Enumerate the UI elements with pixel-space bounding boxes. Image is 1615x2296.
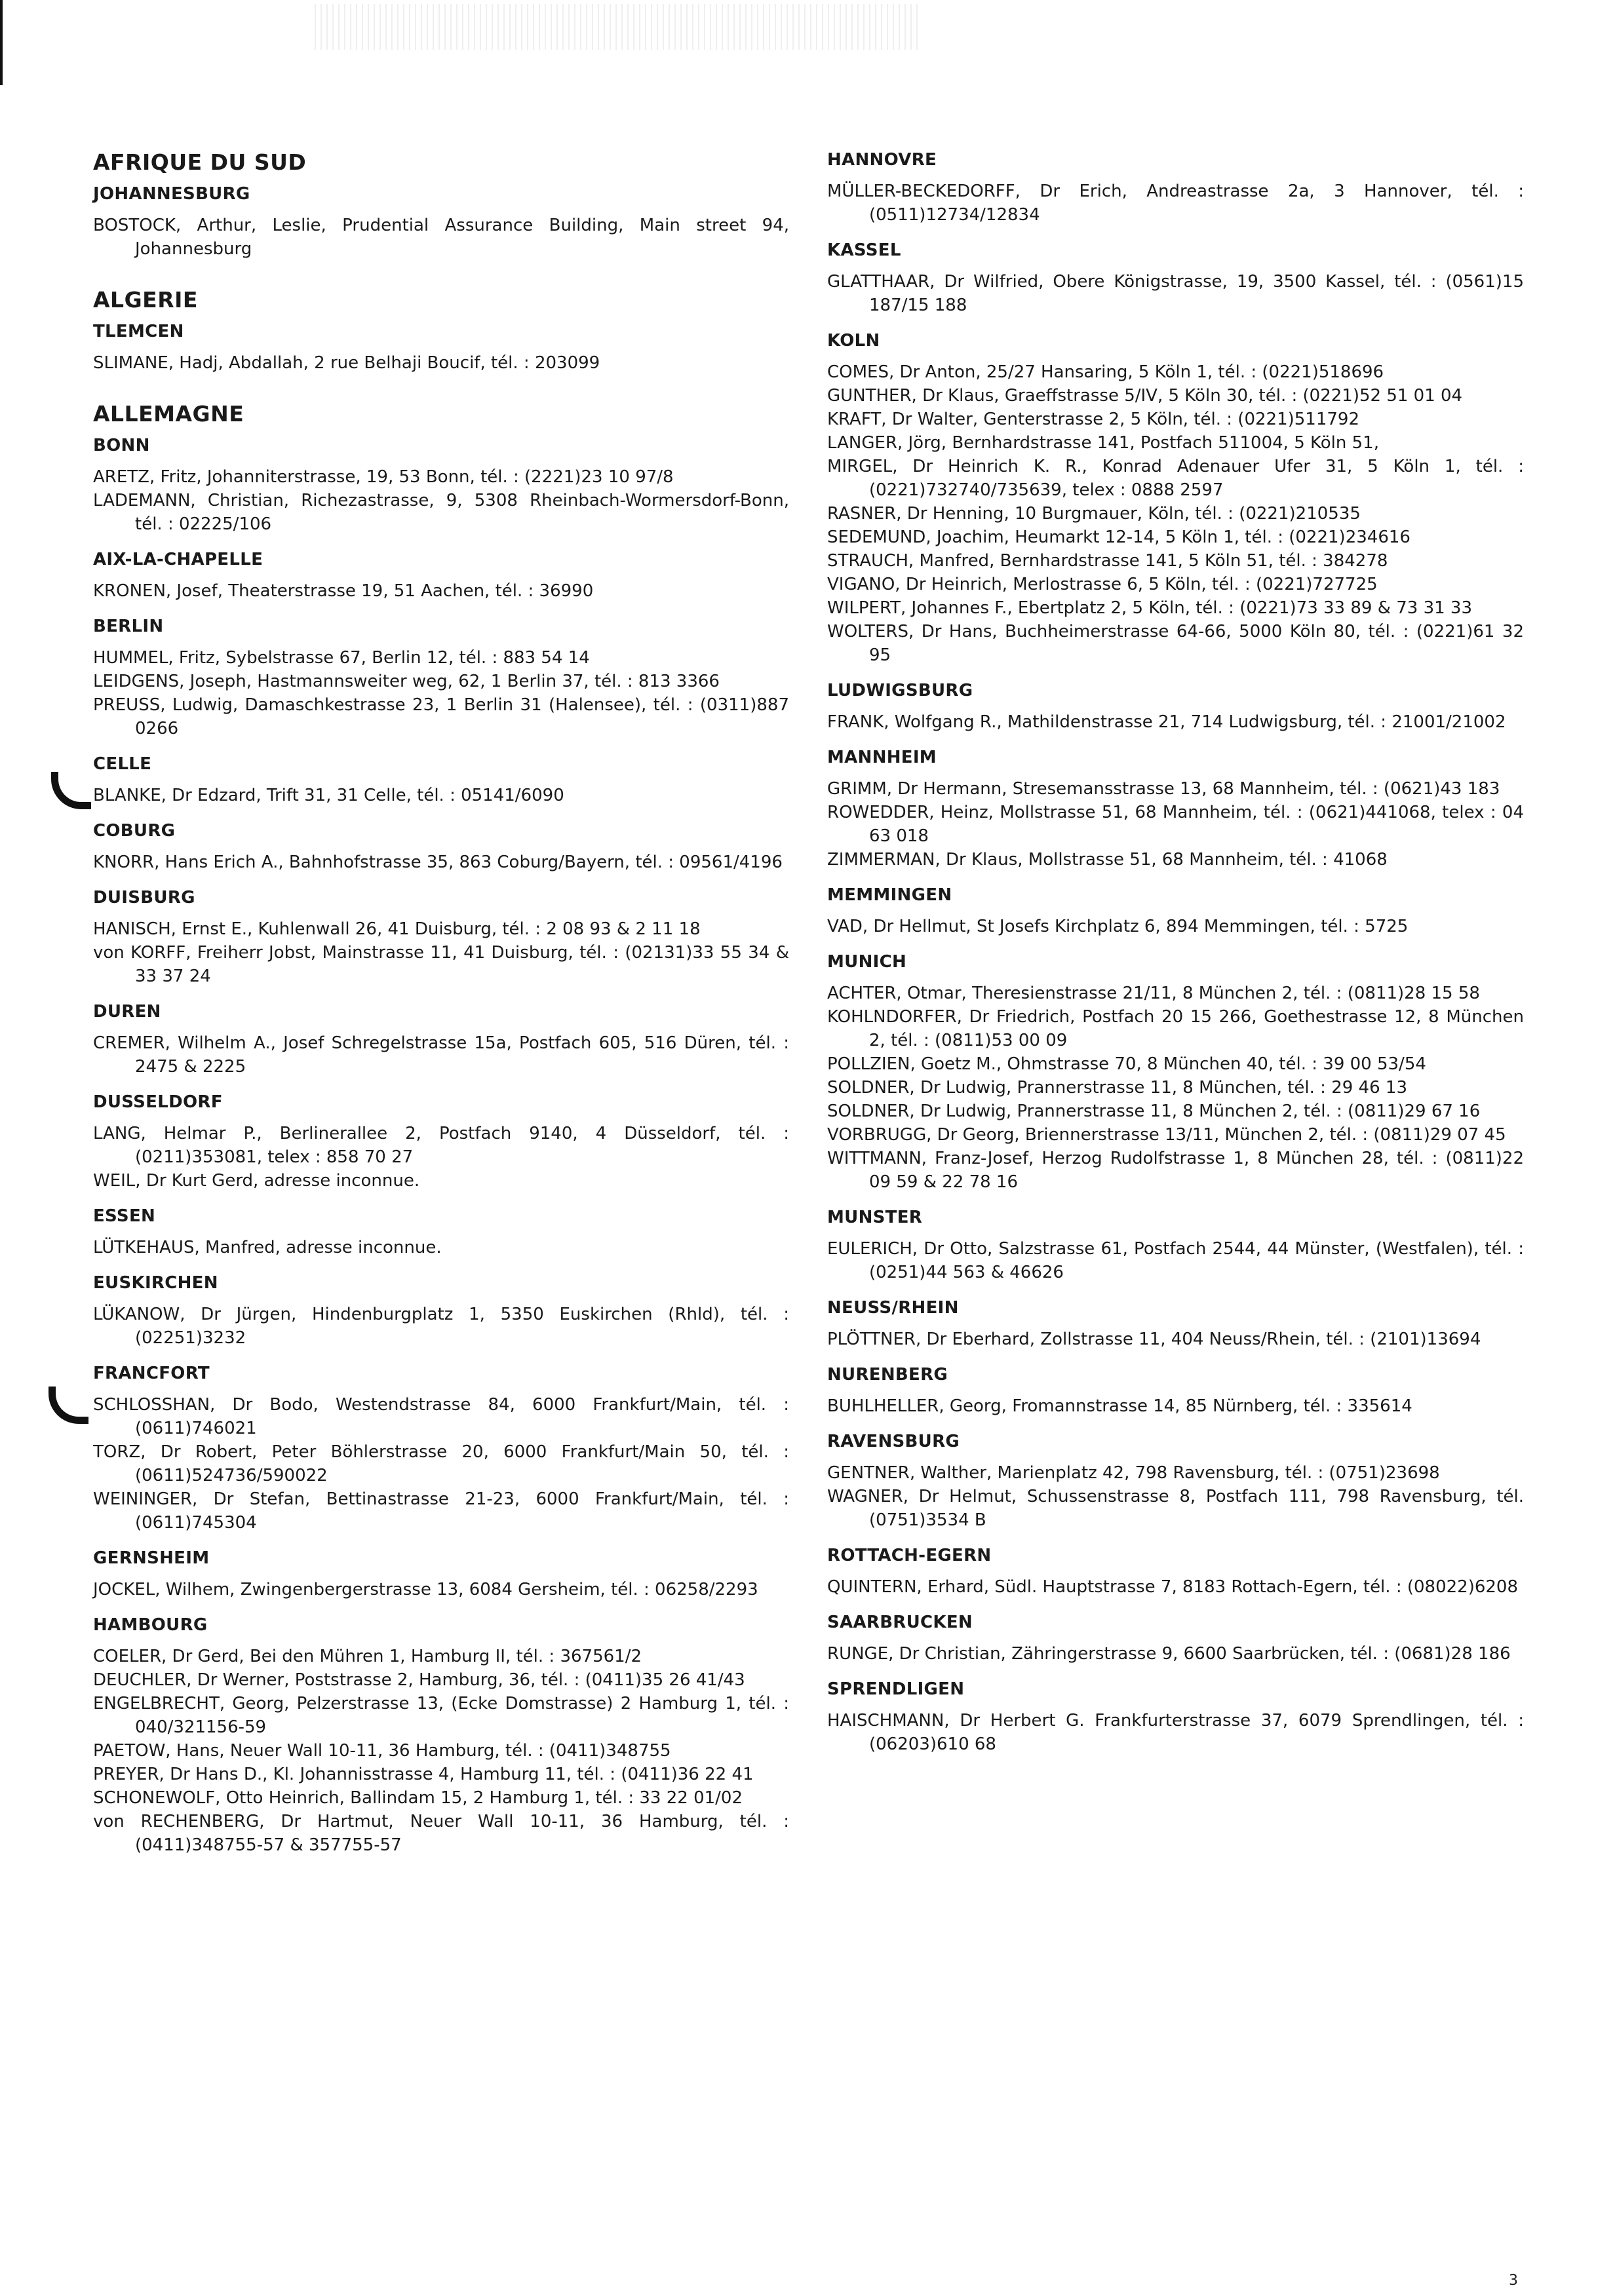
city-heading-euskirchen: EUSKIRCHEN xyxy=(93,1273,218,1293)
directory-entry: SCHONEWOLF, Otto Heinrich, Ballindam 15, 2 Hamburg 1, tél. : 33 22 01/02 xyxy=(93,1788,743,1808)
directory-entry: ARETZ, Fritz, Johanniterstrasse, 19, 53 Bonn, tél. : (2221)23 10 97/8 xyxy=(93,467,674,487)
city-heading-coburg: COBURG xyxy=(93,821,176,841)
directory-entry: KNORR, Hans Erich A., Bahnhofstrasse 35, 863 Coburg/Bayern, tél. : 09561/4196 xyxy=(93,852,783,872)
directory-entry: HAISCHMANN, Dr Herbert G. Frankfurterstrasse 37, 6079 Sprendlingen, tél. : (06203)610 68 xyxy=(827,1711,1524,1754)
directory-entry: GENTNER, Walther, Marienplatz 42, 798 Ravensburg, tél. : (0751)23698 xyxy=(827,1463,1440,1483)
margin-bracket-mark xyxy=(49,1387,88,1424)
directory-entry: LANGER, Jörg, Bernhardstrasse 141, Postfach 511004, 5 Köln 51, xyxy=(827,433,1379,453)
directory-entry: RUNGE, Dr Christian, Zähringerstrasse 9, 6600 Saarbrücken, tél. : (0681)28 186 xyxy=(827,1644,1511,1664)
directory-entry: SEDEMUND, Joachim, Heumarkt 12-14, 5 Köln 1, tél. : (0221)234616 xyxy=(827,527,1411,547)
directory-entry: VIGANO, Dr Heinrich, Merlostrasse 6, 5 Köln, tél. : (0221)727725 xyxy=(827,575,1378,594)
city-heading-tlemcen: TLEMCEN xyxy=(93,322,184,341)
directory-entry: SCHLOSSHAN, Dr Bodo, Westendstrasse 84, 6000 Frankfurt/Main, tél. : (0611)746021 xyxy=(93,1395,789,1438)
directory-entry: TORZ, Dr Robert, Peter Böhlerstrasse 20, 6000 Frankfurt/Main 50, tél. : (0611)524736/590022 xyxy=(93,1442,789,1485)
city-heading-gernsheim: GERNSHEIM xyxy=(93,1548,210,1568)
directory-entry: WAGNER, Dr Helmut, Schussenstrasse 8, Postfach 111, 798 Ravensburg, tél. (0751)3534 B xyxy=(827,1487,1524,1530)
directory-entry: COMES, Dr Anton, 25/27 Hansaring, 5 Köln 1, tél. : (0221)518696 xyxy=(827,362,1384,382)
directory-entry: PREYER, Dr Hans D., Kl. Johannisstrasse 4, Hamburg 11, tél. : (0411)36 22 41 xyxy=(93,1765,754,1784)
city-heading-munster: MUNSTER xyxy=(827,1208,923,1227)
directory-entry: CREMER, Wilhelm A., Josef Schregelstrasse 15a, Postfach 605, 516 Düren, tél. : 2475 & 2225 xyxy=(93,1033,789,1077)
scan-noise xyxy=(315,4,918,50)
directory-entry: KRONEN, Josef, Theaterstrasse 19, 51 Aachen, tél. : 36990 xyxy=(93,581,594,601)
directory-entry: LADEMANN, Christian, Richezastrasse, 9, 5308 Rheinbach-Wormersdorf-Bonn, tél. : 02225/106 xyxy=(93,491,789,534)
right-column xyxy=(827,149,1524,1756)
directory-entry: HANISCH, Ernst E., Kuhlenwall 26, 41 Duisburg, tél. : 2 08 93 & 2 11 18 xyxy=(93,919,701,939)
directory-entry: GLATTHAAR, Dr Wilfried, Obere Königstrasse, 19, 3500 Kassel, tél. : (0561)15 187/15 188 xyxy=(827,272,1524,315)
directory-entry: ROWEDDER, Heinz, Mollstrasse 51, 68 Mannheim, tél. : (0621)441068, telex : 04 63 018 xyxy=(827,803,1524,846)
directory-entry: PAETOW, Hans, Neuer Wall 10-11, 36 Hamburg, tél. : (0411)348755 xyxy=(93,1741,671,1761)
directory-entry: ENGELBRECHT, Georg, Pelzerstrasse 13, (Ecke Domstrasse) 2 Hamburg 1, tél. : 040/321156-59 xyxy=(93,1694,789,1737)
city-heading-hannovre: HANNOVRE xyxy=(827,150,937,170)
directory-entry: WITTMANN, Franz-Josef, Herzog Rudolfstrasse 1, 8 München 28, tél. : (0811)22 09 59 & 22 78 16 xyxy=(827,1149,1524,1192)
directory-entry: BOSTOCK, Arthur, Leslie, Prudential Assurance Building, Main street 94, Johannesburg xyxy=(93,216,789,259)
directory-entry: JOCKEL, Wilhem, Zwingenbergerstrasse 13, 6084 Gersheim, tél. : 06258/2293 xyxy=(93,1580,758,1599)
city-heading-koln: KOLN xyxy=(827,331,880,351)
city-heading-berlin: BERLIN xyxy=(93,617,164,636)
directory-entry: ZIMMERMAN, Dr Klaus, Mollstrasse 51, 68 Mannheim, tél. : 41068 xyxy=(827,850,1388,870)
city-heading-rottach-egern: ROTTACH-EGERN xyxy=(827,1546,992,1565)
city-heading-munich: MUNICH xyxy=(827,952,907,972)
city-heading-ravensburg: RAVENSBURG xyxy=(827,1432,960,1451)
directory-entry: ACHTER, Otmar, Theresienstrasse 21/11, 8 München 2, tél. : (0811)28 15 58 xyxy=(827,984,1480,1003)
page-edge-scan-line xyxy=(0,0,3,85)
directory-entry: LÜTKEHAUS, Manfred, adresse inconnue. xyxy=(93,1238,442,1257)
page-number: 3 xyxy=(1509,2272,1518,2289)
directory-entry: VAD, Dr Hellmut, St Josefs Kirchplatz 6, 894 Memmingen, tél. : 5725 xyxy=(827,917,1409,936)
city-heading-johannesburg: JOHANNESBURG xyxy=(93,184,250,204)
country-heading-afrique-du-sud: AFRIQUE DU SUD xyxy=(93,149,307,175)
directory-entry: LANG, Helmar P., Berlinerallee 2, Postfach 9140, 4 Düsseldorf, tél. : (0211)353081, telex : 858 70 27 xyxy=(93,1124,789,1167)
directory-entry: MÜLLER-BECKEDORFF, Dr Erich, Andreastrasse 2a, 3 Hannover, tél. : (0511)12734/12834 xyxy=(827,182,1524,225)
directory-entry: HUMMEL, Fritz, Sybelstrasse 67, Berlin 12, tél. : 883 54 14 xyxy=(93,648,590,668)
directory-entry: PREUSS, Ludwig, Damaschkestrasse 23, 1 Berlin 31 (Halensee), tél. : (0311)887 0266 xyxy=(93,695,789,738)
city-heading-neuss-rhein: NEUSS/RHEIN xyxy=(827,1298,959,1318)
directory-entry: BLANKE, Dr Edzard, Trift 31, 31 Celle, tél. : 05141/6090 xyxy=(93,786,564,805)
city-heading-kassel: KASSEL xyxy=(827,240,901,260)
directory-entry: VORBRUGG, Dr Georg, Briennerstrasse 13/11, München 2, tél. : (0811)29 07 45 xyxy=(827,1125,1506,1145)
city-heading-aix-la-chapelle: AIX-LA-CHAPELLE xyxy=(93,550,263,569)
city-heading-celle: CELLE xyxy=(93,754,152,774)
directory-entry: WILPERT, Johannes F., Ebertplatz 2, 5 Köln, tél. : (0221)73 33 89 & 73 31 33 xyxy=(827,598,1473,618)
directory-entry: GUNTHER, Dr Klaus, Graeffstrasse 5/IV, 5 Köln 30, tél. : (0221)52 51 01 04 xyxy=(827,386,1463,406)
directory-entry: MIRGEL, Dr Heinrich K. R., Konrad Adenauer Ufer 31, 5 Köln 1, tél. : (0221)732740/735639, telex : 0888 2597 xyxy=(827,457,1524,500)
directory-entry: von KORFF, Freiherr Jobst, Mainstrasse 11, 41 Duisburg, tél. : (02131)33 55 34 & 33 37 24 xyxy=(93,943,789,986)
directory-entry: WEININGER, Dr Stefan, Bettinastrasse 21-23, 6000 Frankfurt/Main, tél. : (0611)745304 xyxy=(93,1489,789,1533)
city-heading-hambourg: HAMBOURG xyxy=(93,1615,208,1635)
left-column xyxy=(93,149,789,1857)
directory-entry: SOLDNER, Dr Ludwig, Prannerstrasse 11, 8 München, tél. : 29 46 13 xyxy=(827,1078,1407,1098)
country-heading-allemagne: ALLEMAGNE xyxy=(93,401,244,427)
city-heading-duren: DUREN xyxy=(93,1002,161,1022)
directory-entry: WOLTERS, Dr Hans, Buchheimerstrasse 64-66, 5000 Köln 80, tél. : (0221)61 32 95 xyxy=(827,622,1524,665)
directory-entry: KOHLNDORFER, Dr Friedrich, Postfach 20 15 266, Goethestrasse 12, 8 München 2, tél. : (0811)53 00 09 xyxy=(827,1007,1524,1050)
directory-entry: GRIMM, Dr Hermann, Stresemansstrasse 13, 68 Mannheim, tél. : (0621)43 183 xyxy=(827,779,1500,799)
directory-entry: SLIMANE, Hadj, Abdallah, 2 rue Belhaji Boucif, tél. : 203099 xyxy=(93,353,600,373)
directory-entry: LÜKANOW, Dr Jürgen, Hindenburgplatz 1, 5350 Euskirchen (Rhld), tél. : (02251)3232 xyxy=(93,1305,789,1348)
city-heading-duisburg: DUISBURG xyxy=(93,888,195,908)
city-heading-dusseldorf: DUSSELDORF xyxy=(93,1092,223,1112)
city-heading-ludwigsburg: LUDWIGSBURG xyxy=(827,681,973,700)
city-heading-memmingen: MEMMINGEN xyxy=(827,885,952,905)
directory-entry: POLLZIEN, Goetz M., Ohmstrasse 70, 8 München 40, tél. : 39 00 53/54 xyxy=(827,1054,1426,1074)
directory-entry: KRAFT, Dr Walter, Genterstrasse 2, 5 Köln, tél. : (0221)511792 xyxy=(827,410,1360,429)
directory-entry: EULERICH, Dr Otto, Salzstrasse 61, Postfach 2544, 44 Münster, (Westfalen), tél. : (0251)44 563 & 46626 xyxy=(827,1239,1524,1282)
city-heading-bonn: BONN xyxy=(93,436,150,455)
directory-entry: WEIL, Dr Kurt Gerd, adresse inconnue. xyxy=(93,1171,420,1191)
directory-entry: STRAUCH, Manfred, Bernhardstrasse 141, 5 Köln 51, tél. : 384278 xyxy=(827,551,1388,571)
directory-entry: QUINTERN, Erhard, Südl. Hauptstrasse 7, 8183 Rottach-Egern, tél. : (08022)6208 xyxy=(827,1577,1519,1597)
city-heading-sprendligen: SPRENDLIGEN xyxy=(827,1679,965,1699)
directory-entry: FRANK, Wolfgang R., Mathildenstrasse 21, 714 Ludwigsburg, tél. : 21001/21002 xyxy=(827,712,1506,732)
country-heading-algerie: ALGERIE xyxy=(93,287,198,313)
directory-entry: SOLDNER, Dr Ludwig, Prannerstrasse 11, 8 München 2, tél. : (0811)29 67 16 xyxy=(827,1101,1481,1121)
directory-entry: von RECHENBERG, Dr Hartmut, Neuer Wall 10-11, 36 Hamburg, tél. : (0411)348755-57 & 357755-57 xyxy=(93,1812,789,1855)
city-heading-mannheim: MANNHEIM xyxy=(827,748,937,767)
directory-entry: COELER, Dr Gerd, Bei den Mühren 1, Hamburg II, tél. : 367561/2 xyxy=(93,1647,642,1666)
margin-bracket-mark xyxy=(51,772,91,809)
directory-entry: PLÖTTNER, Dr Eberhard, Zollstrasse 11, 404 Neuss/Rhein, tél. : (2101)13694 xyxy=(827,1330,1481,1349)
city-heading-essen: ESSEN xyxy=(93,1206,156,1226)
city-heading-francfort: FRANCFORT xyxy=(93,1364,210,1383)
city-heading-saarbrucken: SAARBRUCKEN xyxy=(827,1613,973,1632)
directory-entry: LEIDGENS, Joseph, Hastmannsweiter weg, 62, 1 Berlin 37, tél. : 813 3366 xyxy=(93,672,720,691)
directory-entry: BUHLHELLER, Georg, Fromannstrasse 14, 85 Nürnberg, tél. : 335614 xyxy=(827,1396,1412,1416)
directory-entry: RASNER, Dr Henning, 10 Burgmauer, Köln, tél. : (0221)210535 xyxy=(827,504,1361,524)
directory-entry: DEUCHLER, Dr Werner, Poststrasse 2, Hamburg, 36, tél. : (0411)35 26 41/43 xyxy=(93,1670,745,1690)
city-heading-nurenberg: NURENBERG xyxy=(827,1365,948,1385)
